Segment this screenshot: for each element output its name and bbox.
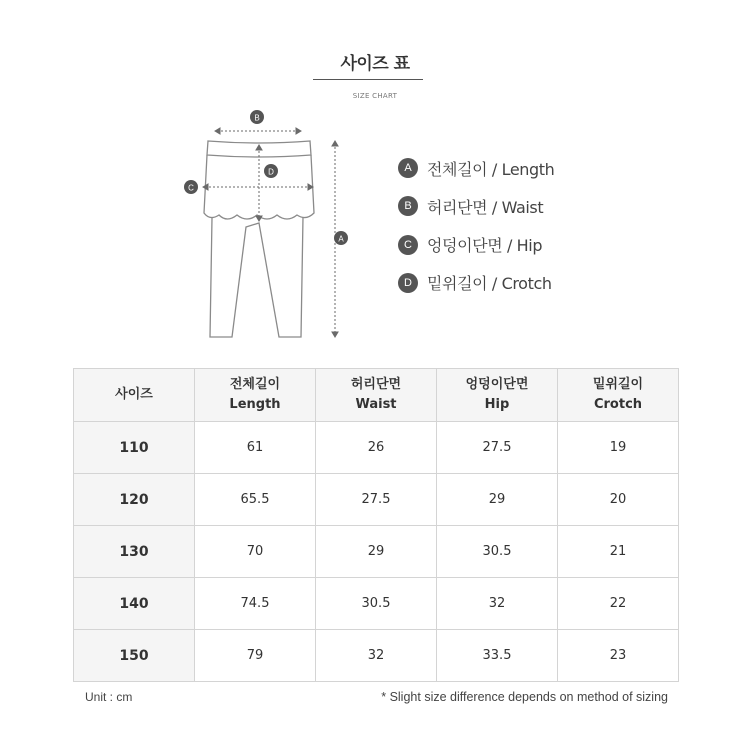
legend-label: 허리단면 / Waist	[427, 197, 544, 217]
title-divider	[313, 79, 423, 80]
page-title: 사이즈 표	[340, 54, 410, 74]
sizing-note: * Slight size difference depends on method of sizing	[381, 690, 668, 704]
cell-hip: 27.5	[437, 422, 558, 474]
legend-label: 엉덩이단면 / Hip	[427, 236, 543, 256]
cell-crotch: 19	[558, 422, 679, 474]
cell-size: 150	[74, 630, 195, 682]
legend-item-length	[398, 158, 554, 178]
diagram-marks	[184, 110, 348, 245]
table-header-row	[74, 369, 679, 422]
mark-d: D	[268, 167, 274, 177]
cell-crotch: 22	[558, 578, 679, 630]
measure-lines	[203, 128, 338, 337]
garment-diagram	[175, 105, 365, 350]
table-row	[74, 422, 679, 474]
badge-b: B	[398, 196, 418, 216]
cell-size: 130	[74, 526, 195, 578]
cell-length: 74.5	[195, 578, 316, 630]
cell-length: 70	[195, 526, 316, 578]
cell-waist: 26	[316, 422, 437, 474]
mark-c: C	[188, 183, 194, 193]
mark-b: B	[254, 113, 260, 123]
badge-d: D	[398, 273, 418, 293]
header-length: 전체길이 Length	[195, 369, 316, 422]
legend-item-waist	[398, 196, 554, 216]
cell-waist: 30.5	[316, 578, 437, 630]
cell-crotch: 23	[558, 630, 679, 682]
cell-waist: 29	[316, 526, 437, 578]
cell-crotch: 20	[558, 474, 679, 526]
cell-length: 61	[195, 422, 316, 474]
legend-item-crotch	[398, 273, 554, 293]
badge-a: A	[398, 158, 418, 178]
legend-item-hip	[398, 235, 554, 255]
cell-hip: 30.5	[437, 526, 558, 578]
cell-hip: 29	[437, 474, 558, 526]
cell-waist: 27.5	[316, 474, 437, 526]
table-row	[74, 630, 679, 682]
cell-size: 140	[74, 578, 195, 630]
size-table	[73, 368, 679, 682]
cell-hip: 32	[437, 578, 558, 630]
table-row	[74, 578, 679, 630]
measurement-legend	[398, 158, 554, 311]
cell-length: 65.5	[195, 474, 316, 526]
cell-length: 79	[195, 630, 316, 682]
header-size: 사이즈	[74, 369, 195, 422]
table-row	[74, 474, 679, 526]
cell-crotch: 21	[558, 526, 679, 578]
table-row	[74, 526, 679, 578]
badge-c: C	[398, 235, 418, 255]
cell-size: 110	[74, 422, 195, 474]
legend-label: 밑위길이 / Crotch	[427, 274, 552, 294]
legend-label: 전체길이 / Length	[427, 159, 555, 179]
unit-label: Unit : cm	[85, 690, 133, 704]
page-subtitle: SIZE CHART	[352, 92, 398, 100]
cell-size: 120	[74, 474, 195, 526]
cell-waist: 32	[316, 630, 437, 682]
cell-hip: 33.5	[437, 630, 558, 682]
leggings-outline	[204, 141, 314, 337]
header-waist: 허리단면 Waist	[316, 369, 437, 422]
mark-a: A	[338, 234, 344, 244]
header-crotch: 밑위길이 Crotch	[558, 369, 679, 422]
header-hip: 엉덩이단면 Hip	[437, 369, 558, 422]
